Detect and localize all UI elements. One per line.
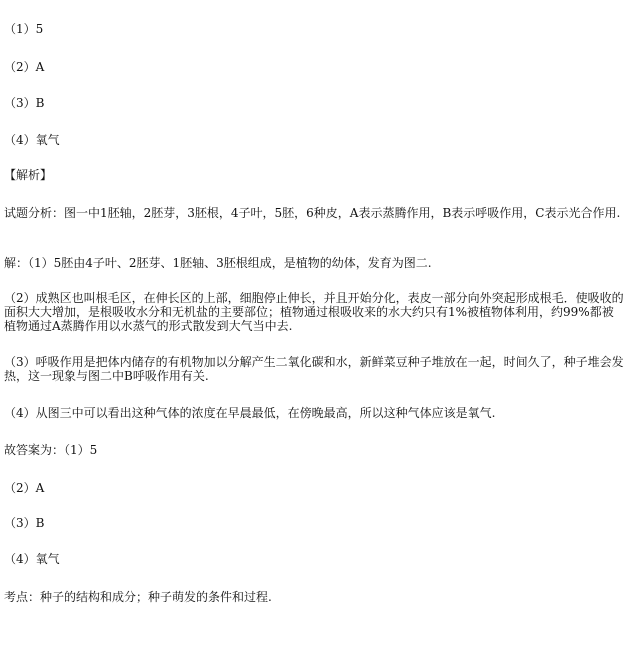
answer-4: （4）氧气 [4,133,60,147]
answer-1: （1）5 [4,22,44,36]
answer-2: （2）A [4,60,45,74]
explanation-part-2: （2）成熟区也叫根毛区，在伸长区的上部，细胞停止伸长，并且开始分化，表皮一部分向外突起形成根毛．使吸收的面积大大增加，是根吸收水分和无机盐的主要部位；植物通过根吸收来的水大约只有1%被植物体利用，约99%都被植物通过A蒸腾作用以水蒸气的形式散发到大气当中去. [4,291,624,333]
analysis-heading: 【解析】 [4,168,53,182]
final-answer-3: （3）B [4,516,45,530]
analysis-text: 试题分析：图一中1胚轴，2胚芽，3胚根，4子叶，5胚，6种皮，A表示蒸腾作用，B表示呼吸作用，C表示光合作用. [4,206,621,220]
answer-3: （3）B [4,96,45,110]
final-answer-lead: 故答案为：（1）5 [4,443,98,457]
explanation-part-3: （3）呼吸作用是把体内储存的有机物加以分解产生二氧化碳和水，新鲜菜豆种子堆放在一起，时间久了，种子堆会发热，这一现象与图二中B呼吸作用有关. [4,355,624,383]
final-answer-2: （2）A [4,481,45,495]
key-points: 考点：种子的结构和成分；种子萌发的条件和过程. [4,590,272,604]
explanation-part-4: （4）从图三中可以看出这种气体的浓度在早晨最低，在傍晚最高，所以这种气体应该是氧气. [4,406,496,420]
final-answer-4: （4）氧气 [4,552,60,566]
explanation-part-1: 解：（1）5胚由4子叶、2胚芽、1胚轴、3胚根组成，是植物的幼体，发育为图二. [4,256,432,270]
